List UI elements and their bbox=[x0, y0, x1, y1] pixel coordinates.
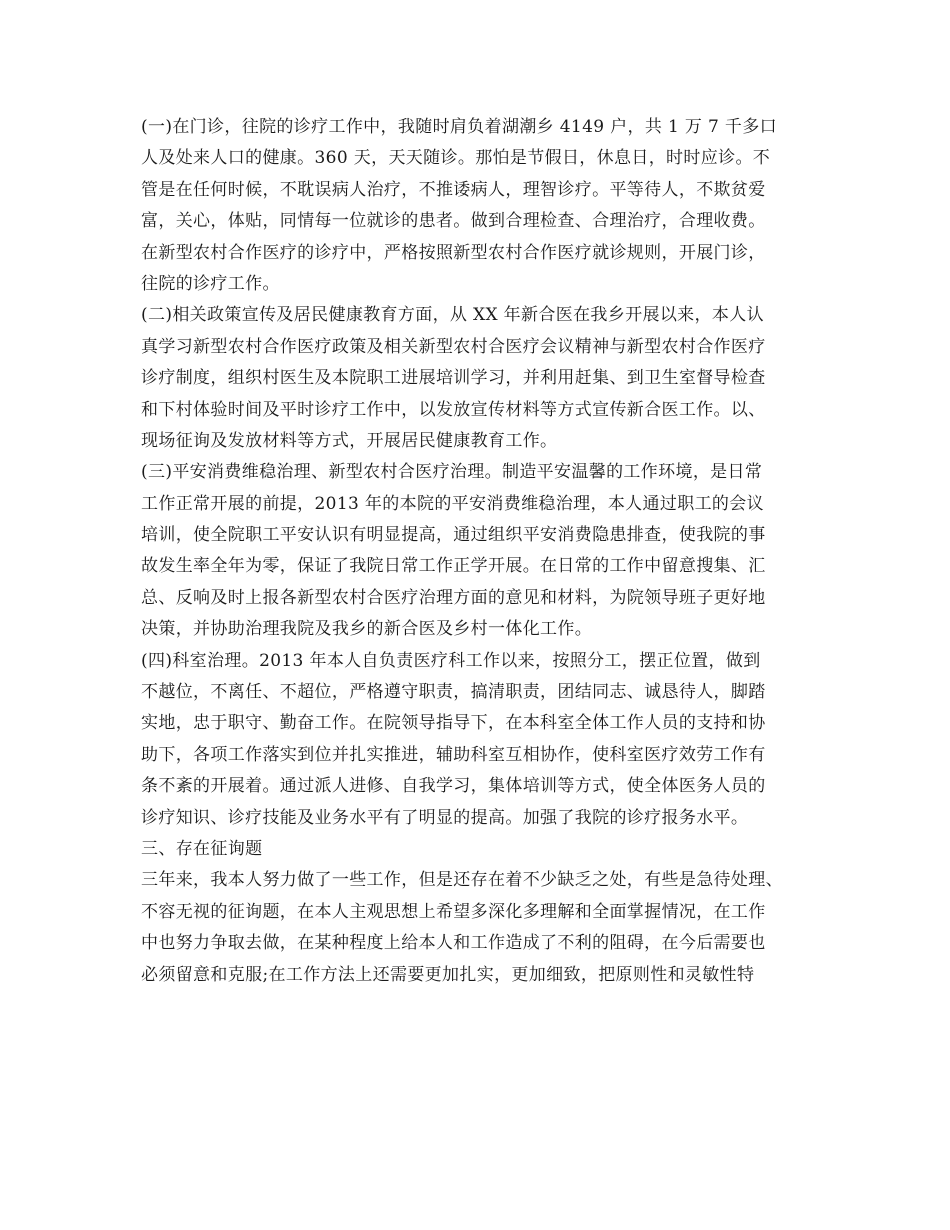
text-line: (一)在门诊，往院的诊疗工作中，我随时肩负着湖潮乡 4149 户，共 1 万 7 千多口 bbox=[141, 117, 777, 137]
text-line: 管是在任何时候，不耽误病人治疗，不推诿病人，理智诊疗。平等待人，不欺贫爱 bbox=[141, 179, 766, 200]
text-line: 诊疗制度，组织村医生及本院职工进展培训学习，并利用赶集、到卫生室督导检查 bbox=[141, 368, 766, 389]
text-line: 培训，使全院职工平安认识有明显提高，通过组织平安消费隐患排查，使我院的事 bbox=[141, 525, 766, 546]
text-line: 往院的诊疗工作。 bbox=[141, 273, 280, 294]
text-line: 助下，各项工作落实到位并扎实推进，辅助科室互相协作，使科室医疗效劳工作有 bbox=[141, 744, 766, 765]
section-heading: 三、存在征询题 bbox=[141, 838, 263, 859]
text-line: 富，关心，体贴，同情每一位就诊的患者。做到合理检查、合理治疗，合理收费。 bbox=[141, 211, 766, 232]
text-line: (二)相关政策宣传及居民健康教育方面，从 XX 年新合医在我乡开展以来，本人认 bbox=[141, 305, 764, 326]
text-line: 决策，并协助治理我院及我乡的新合医及乡村一体化工作。 bbox=[141, 619, 593, 640]
text-line: 人及处来人口的健康。360 天，天天随诊。那怕是节假日，休息日，时时应诊。不 bbox=[141, 148, 771, 169]
text-line: 现场征询及发放材料等方式，开展居民健康教育工作。 bbox=[141, 430, 558, 451]
text-line: 条不紊的开展着。通过派人进修、自我学习，集体培训等方式，使全体医务人员的 bbox=[141, 776, 766, 797]
text-line: 中也努力争取去做，在某种程度上给本人和工作造成了不利的阻碍，在今后需要也 bbox=[141, 933, 766, 954]
text-line: 三年来，我本人努力做了一些工作，但是还存在着不少缺乏之处，有些是急待处理、 bbox=[141, 870, 783, 891]
text-line: 诊疗知识、诊疗技能及业务水平有了明显的提高。加强了我院的诊疗报务水平。 bbox=[141, 807, 749, 828]
text-line: 和下村体验时间及平时诊疗工作中，以发放宣传材料等方式宣传新合医工作。以、 bbox=[141, 399, 766, 420]
text-line: 总、反响及时上报各新型农村合医疗治理方面的意见和材料，为院领导班子更好地 bbox=[141, 587, 766, 608]
text-line: 工作正常开展的前提，2013 年的本院的平安消费维稳治理，本人通过职工的会议 bbox=[141, 493, 764, 514]
text-line: (三)平安消费维稳治理、新型农村合医疗治理。制造平安温馨的工作环境，是日常 bbox=[141, 462, 763, 483]
text-line: 实地，忠于职守、勤奋工作。在院领导指导下，在本科室全体工作人员的支持和协 bbox=[141, 713, 766, 734]
text-line: 在新型农村合作医疗的诊疗中，严格按照新型农村合作医疗就诊规则，开展门诊， bbox=[141, 242, 766, 263]
text-line: (四)科室治理。2013 年本人自负责医疗科工作以来，按照分工，摆正位置，做到 bbox=[141, 650, 761, 671]
text-line: 不越位，不离任、不超位，严格遵守职责，搞清职责，团结同志、诚恳待人，脚踏 bbox=[141, 682, 766, 703]
text-line: 必须留意和克服;在工作方法上还需要更加扎实，更加细致，把原则性和灵敏性特 bbox=[141, 964, 755, 985]
document-body bbox=[141, 112, 811, 991]
text-line: 故发生率全年为零，保证了我院日常工作正学开展。在日常的工作中留意搜集、汇 bbox=[141, 556, 766, 577]
text-line: 真学习新型农村合作医疗政策及相关新型农村合医疗会议精神与新型农村合作医疗 bbox=[141, 336, 766, 357]
text-line: 不容无视的征询题，在本人主观思想上希望多深化多理解和全面掌握情况，在工作 bbox=[141, 901, 766, 922]
